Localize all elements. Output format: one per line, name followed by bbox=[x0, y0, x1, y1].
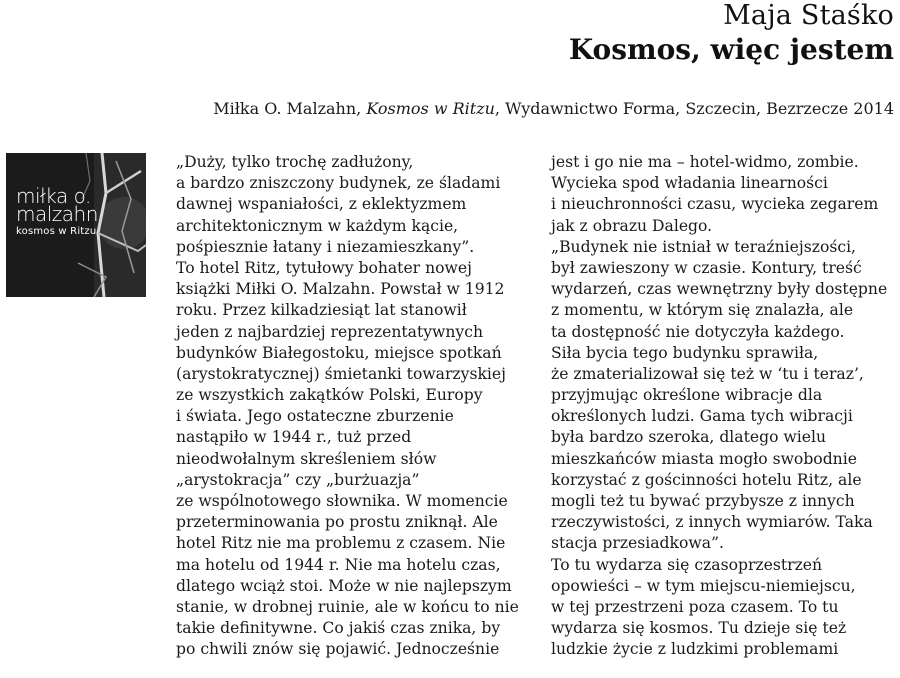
right-column-line: To tu wydarza się czasoprzestrzeń bbox=[551, 555, 823, 574]
left-column-line: a bardzo zniszczony budynek, ze śladami bbox=[176, 174, 501, 193]
cover-book-title: kosmos w Ritzu bbox=[16, 226, 97, 237]
left-column-line: jeden z najbardziej reprezentatywnych bbox=[176, 322, 484, 341]
right-column-line: jest i go nie ma – hotel-widmo, zombie. bbox=[551, 153, 859, 171]
left-column-line: nastąpiło w 1944 r., tuż przed bbox=[176, 428, 412, 447]
left-column-line: (arystokratycznej) śmietanki towarzyskiej bbox=[176, 364, 506, 383]
right-column-line: był zawieszony w czasie. Kontury, treść bbox=[551, 258, 862, 277]
left-column-line: roku. Przez kilkadziesiąt lat stanowił bbox=[176, 301, 467, 320]
right-column-line: określonych ludzi. Gama tych wibracji bbox=[551, 407, 853, 426]
article-author: Maja Staśko bbox=[723, 0, 894, 31]
book-source-line bbox=[213, 99, 894, 118]
left-column-line: dlatego wciąż stoi. Może w nie najlepszym bbox=[176, 576, 512, 595]
left-column-line: takie definitywne. Co jakiś czas znika, by bbox=[176, 619, 501, 638]
cover-author-last: malzahn bbox=[16, 202, 98, 226]
left-column-line: książki Miłki O. Malzahn. Powstał w 1912 bbox=[176, 280, 505, 299]
article-title: Kosmos, więc jestem bbox=[568, 33, 894, 66]
right-column-line: w tej przestrzeni poza czasem. To tu bbox=[551, 597, 839, 616]
left-column-line: To hotel Ritz, tytułowy bohater nowej bbox=[176, 258, 472, 277]
right-column-line: „Budynek nie istniał w teraźniejszości, bbox=[551, 237, 857, 256]
left-column-line: „Duży, tylko trochę zadłużony, bbox=[176, 153, 414, 171]
right-column-line: Siła bycia tego budynku sprawiła, bbox=[551, 343, 819, 362]
left-column-line: hotel Ritz nie ma problemu z czasem. Nie bbox=[176, 534, 506, 553]
right-column-line: z momentu, w którym się znalazła, ale bbox=[551, 301, 854, 320]
source-book-title: Kosmos w Ritzu bbox=[366, 99, 495, 118]
right-column-line: jak z obrazu Dalego. bbox=[551, 216, 713, 235]
right-column-line: Wycieka spod władania linearności bbox=[551, 174, 828, 193]
right-column-line: przyjmując określone wibracje dla bbox=[551, 386, 823, 405]
cover-author-first: miłka o. bbox=[16, 184, 91, 208]
cover-text bbox=[16, 184, 98, 239]
left-column-line: i świata. Jego ostateczne zburzenie bbox=[176, 407, 454, 426]
left-column-line: dawnej wspaniałości, z eklektyzmem bbox=[176, 195, 467, 214]
left-column-line: ze wszystkich zakątków Polski, Europy bbox=[176, 386, 483, 405]
left-column-line: budynków Białegostoku, miejsce spotkań bbox=[176, 343, 502, 362]
left-column-line: nieodwołalnym skreśleniem słów bbox=[176, 449, 437, 468]
right-column-line: mieszkańców miasta mogło swobodnie bbox=[551, 449, 857, 468]
left-column-line: stanie, w drobnej ruinie, ale w końcu to nie bbox=[176, 597, 519, 616]
book-cover-image bbox=[6, 153, 146, 297]
left-column-line: przeterminowania po prostu zniknął. Ale bbox=[176, 513, 498, 532]
source-author: Miłka O. Malzahn, bbox=[213, 99, 367, 118]
left-column-line: pośpiesznie łatany i niezamieszkany”. bbox=[176, 237, 475, 256]
right-column-line: i nieuchronności czasu, wycieka zegarem bbox=[551, 195, 879, 214]
left-column-line: po chwili znów się pojawić. Jednocześnie bbox=[176, 640, 500, 659]
right-column-line: stacja przesiadkowa”. bbox=[551, 534, 724, 553]
left-column-line: ma hotelu od 1944 r. Nie ma hotelu czas, bbox=[176, 555, 501, 574]
left-column-line: „arystokracja” czy „burżuazja” bbox=[176, 470, 420, 489]
right-column-line: mogli też tu bywać przybysze z innych bbox=[551, 492, 855, 510]
left-column-line: ze wspólnotowego słownika. W momencie bbox=[176, 492, 508, 510]
right-column-line: była bardzo szeroka, dlatego wielu bbox=[551, 428, 827, 447]
right-column-line: że zmaterializował się też w ‘tu i teraz’, bbox=[551, 364, 864, 383]
right-column-line: korzystać z gościnności hotelu Ritz, ale bbox=[551, 470, 862, 489]
source-publisher: , Wydawnictwo Forma, Szczecin, Bezrzecze 2014 bbox=[494, 99, 894, 118]
article-column-left bbox=[176, 152, 521, 661]
right-column-line: wydarzeń, czas wewnętrzny były dostępne bbox=[551, 280, 888, 299]
right-column-line: wydarza się kosmos. Tu dzieje się też bbox=[551, 619, 847, 638]
right-column-line: ludzkie życie z ludzkimi problemami bbox=[551, 640, 839, 659]
article-column-right bbox=[551, 152, 896, 661]
left-column-line: architektonicznym w każdym kącie, bbox=[176, 216, 459, 235]
right-column-line: opowieści – w tym miejscu-niemiejscu, bbox=[551, 576, 856, 595]
right-column-line: ta dostępność nie dotyczyła każdego. bbox=[551, 322, 845, 341]
right-column-line: rzeczywistości, z innych wymiarów. Taka bbox=[551, 513, 873, 532]
